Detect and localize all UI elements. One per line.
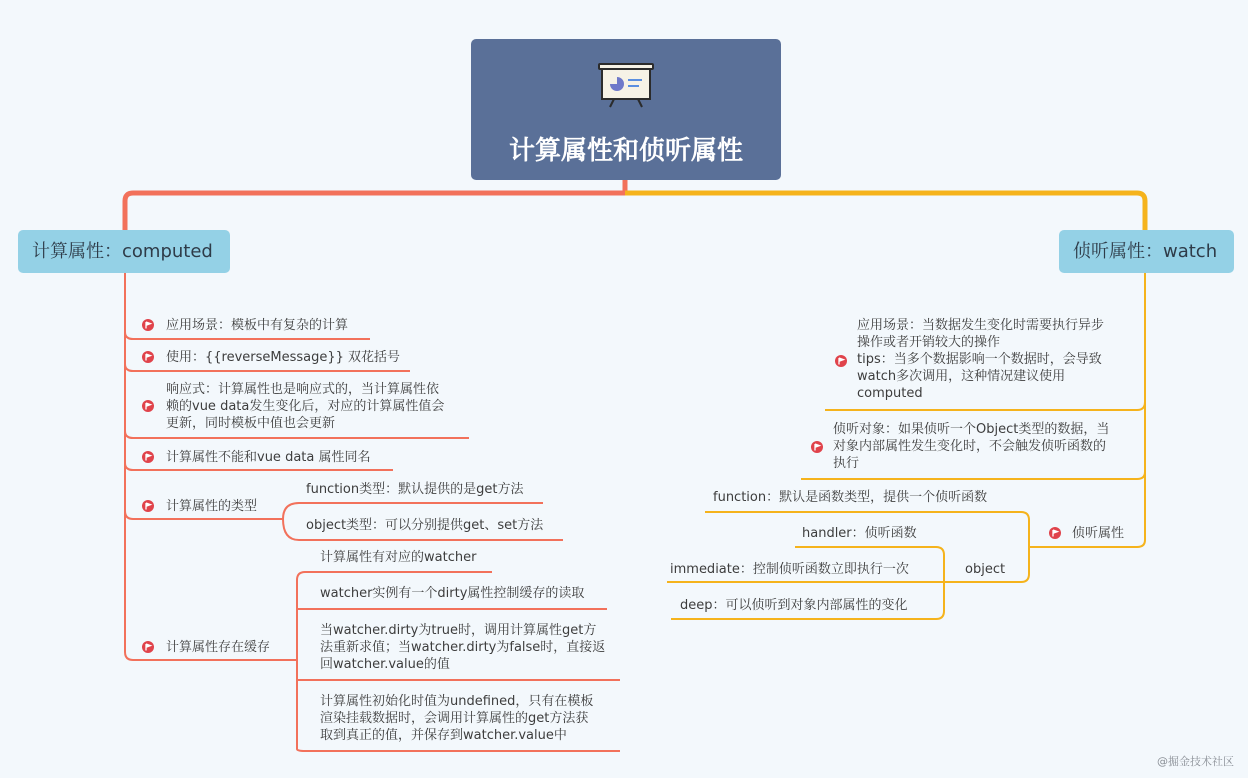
flag-icon bbox=[142, 319, 154, 331]
computed-cache[interactable]: 计算属性存在缓存 bbox=[166, 640, 271, 655]
root-topic[interactable] bbox=[471, 39, 781, 180]
cache-detail-watcher[interactable]: 计算属性有对应的watcher bbox=[320, 550, 477, 565]
computed-use-case[interactable]: 应用场景：模板中有复杂的计算 bbox=[166, 318, 349, 333]
watermark: @掘金技术社区 bbox=[1157, 755, 1234, 768]
computed-type-function[interactable]: function类型：默认提供的是get方法 bbox=[306, 482, 524, 497]
flag-icon bbox=[835, 355, 847, 367]
flag-icon bbox=[142, 351, 154, 363]
watch-object-type[interactable]: object bbox=[965, 562, 1006, 577]
flag-icon bbox=[811, 441, 823, 453]
root-title: 计算属性和侦听属性 bbox=[508, 136, 743, 166]
watch-object-note[interactable]: 侦听对象：如果侦听一个Object类型的数据，当 对象内部属性发生变化时，不会触发侦听函数的 执行 bbox=[833, 422, 1110, 471]
branch-computed[interactable]: 计算属性：computed bbox=[18, 230, 230, 273]
watch-function-type[interactable]: function：默认是函数类型，提供一个侦听函数 bbox=[713, 490, 988, 505]
computed-usage[interactable]: 使用：{{reverseMessage}} 双花括号 bbox=[166, 350, 401, 365]
watch-use-case[interactable]: 应用场景：当数据发生变化时需要执行异步 操作或者开销较大的操作 tips：当多个数据影响一个数据时，会导致 watch多次调用，这种情况建议使用 computed bbox=[857, 318, 1105, 401]
presentation-board-icon bbox=[598, 61, 654, 109]
watch-handler[interactable]: handler：侦听函数 bbox=[802, 526, 917, 541]
computed-reactive[interactable]: 响应式：计算属性也是响应式的，当计算属性依 赖的vue data发生变化后，对应的计算属性值会 更新，同时模板中值也会更新 bbox=[166, 382, 445, 431]
flag-icon bbox=[142, 500, 154, 512]
cache-detail-recompute[interactable]: 当watcher.dirty为true时，调用计算属性get方 法重新求值；当watcher.dirty为false时，直接返 回watcher.value的值 bbox=[320, 623, 606, 672]
cache-detail-init[interactable]: 计算属性初始化时值为undefined，只有在模板 渲染挂载数据时，会调用计算属性的get方法获 取到真正的值，并保存到watcher.value中 bbox=[320, 694, 594, 743]
watch-deep[interactable]: deep：可以侦听到对象内部属性的变化 bbox=[680, 598, 908, 613]
flag-icon bbox=[142, 400, 154, 412]
flag-icon bbox=[142, 641, 154, 653]
flag-icon bbox=[1049, 527, 1061, 539]
computed-naming[interactable]: 计算属性不能和vue data 属性同名 bbox=[166, 450, 371, 465]
watch-property[interactable]: 侦听属性 bbox=[1072, 526, 1125, 541]
cache-detail-dirty[interactable]: watcher实例有一个dirty属性控制缓存的读取 bbox=[320, 586, 585, 601]
computed-types[interactable]: 计算属性的类型 bbox=[166, 499, 258, 514]
flag-icon bbox=[142, 451, 154, 463]
computed-type-object[interactable]: object类型：可以分别提供get、set方法 bbox=[306, 518, 544, 533]
watch-immediate[interactable]: immediate：控制侦听函数立即执行一次 bbox=[670, 562, 909, 577]
branch-watch[interactable]: 侦听属性：watch bbox=[1059, 230, 1234, 273]
